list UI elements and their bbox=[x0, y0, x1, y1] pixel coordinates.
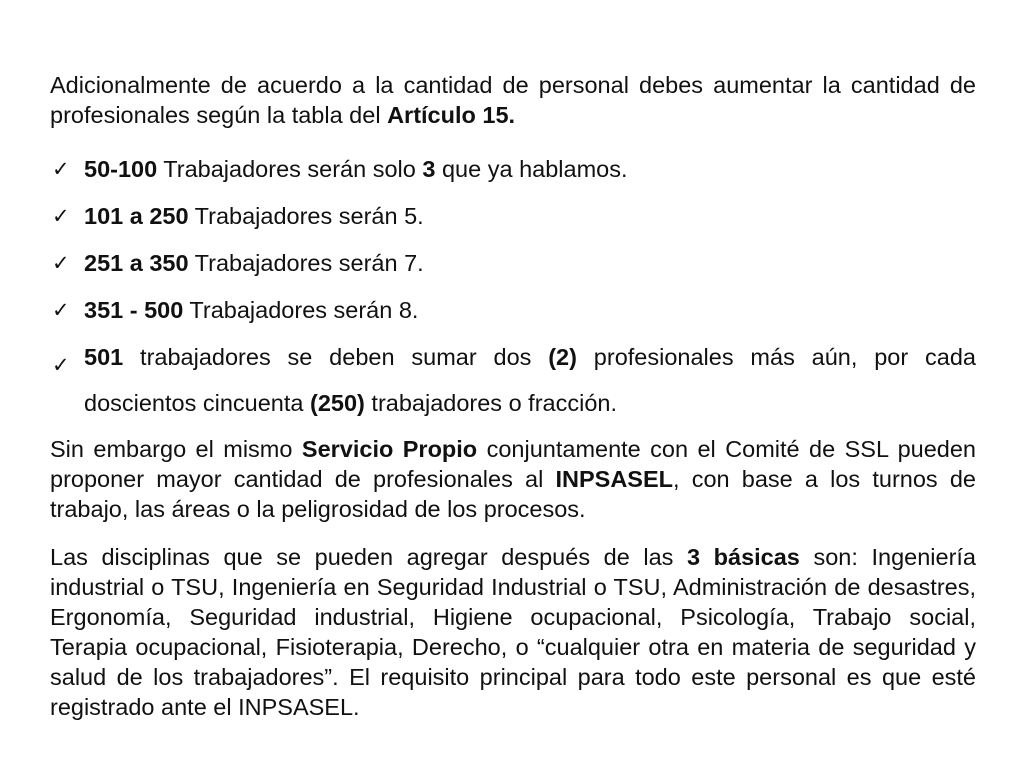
item-text: Trabajadores serán solo bbox=[157, 156, 423, 182]
item-number: (250) bbox=[310, 390, 365, 416]
intro-article: Artículo 15. bbox=[387, 102, 516, 128]
item-text: Trabajadores serán 5. bbox=[188, 203, 424, 229]
checkmark-icon: ✓ bbox=[52, 298, 70, 322]
item-range: 251 a 350 bbox=[84, 250, 189, 276]
basicas-bold: 3 básicas bbox=[687, 544, 800, 570]
checkmark-icon: ✓ bbox=[52, 204, 70, 228]
disciplinas-text: Las disciplinas que se pueden agregar después de las bbox=[50, 544, 687, 570]
item-text: Trabajadores serán 8. bbox=[183, 297, 419, 323]
item-text: trabajadores o fracción. bbox=[364, 390, 617, 416]
intro-text: Adicionalmente de acuerdo a la cantidad de personal debes aumentar la cantidad de profesionales según la tabla del bbox=[50, 72, 976, 128]
item-number: (2) bbox=[548, 344, 577, 370]
checkmark-icon: ✓ bbox=[52, 251, 70, 275]
inpsasel-bold: INPSASEL bbox=[555, 466, 673, 492]
disciplinas-paragraph bbox=[50, 542, 976, 722]
item-number: 3 bbox=[422, 156, 436, 182]
servicio-text: Sin embargo el mismo bbox=[50, 436, 302, 462]
servicio-text: , con base a los turnos de trabajo, las áreas o la peligrosidad de los procesos. bbox=[50, 466, 976, 522]
worker-count-checklist bbox=[50, 154, 976, 443]
checklist-item bbox=[50, 154, 976, 184]
intro-paragraph bbox=[50, 70, 976, 130]
checkmark-icon: ✓ bbox=[52, 353, 70, 377]
servicio-paragraph bbox=[50, 434, 976, 524]
checklist-item bbox=[50, 295, 976, 325]
servicio-bold: Servicio Propio bbox=[301, 436, 478, 462]
checkmark-icon: ✓ bbox=[52, 157, 70, 181]
checklist-item bbox=[50, 201, 976, 231]
item-text: Trabajadores serán 7. bbox=[188, 250, 424, 276]
item-range: 501 bbox=[84, 344, 124, 370]
disciplinas-text: son: Ingeniería industrial o TSU, Ingeniería en Seguridad Industrial o TSU, Administración de desastres, Ergonomía, Seguridad industrial, Higiene ocupacional, Psicología, Trabajo social, Terapia ocupacional, Fisioterapia, Derecho, o “cualquier otra en materia de seguridad y salud de los trabajadores”. El requisito principal para todo este personal es que esté registrado ante el INPSASEL. bbox=[50, 544, 976, 720]
checklist-item bbox=[50, 248, 976, 278]
item-text: que ya hablamos. bbox=[435, 156, 628, 182]
item-range: 50-100 bbox=[84, 156, 158, 182]
item-text: profesionales más aún, por cada doscientos cincuenta bbox=[84, 344, 976, 416]
item-range: 351 - 500 bbox=[84, 297, 184, 323]
item-range: 101 a 250 bbox=[84, 203, 189, 229]
checklist-item bbox=[50, 334, 976, 426]
item-text: trabajadores se deben sumar dos bbox=[123, 344, 549, 370]
servicio-text: conjuntamente con el Comité de SSL pueden proponer mayor cantidad de profesionales al bbox=[50, 436, 976, 492]
